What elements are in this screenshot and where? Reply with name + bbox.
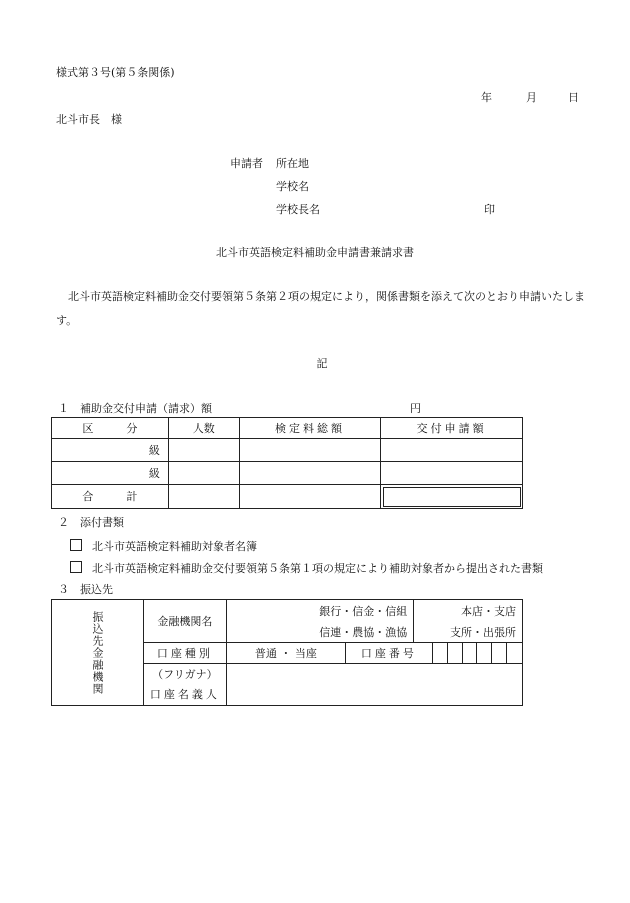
document-title: 北斗市英語検定料補助金申請書兼請求書 xyxy=(216,246,414,259)
branch-types-2: 支所・出張所 xyxy=(414,623,523,643)
header-request-amount: 交付申請額 xyxy=(381,418,523,439)
school-label: 学校名 xyxy=(276,180,309,193)
header-category: 区 分 xyxy=(52,418,169,439)
address-label: 所在地 xyxy=(276,157,309,170)
total-request-amount-cell[interactable] xyxy=(381,485,523,509)
table-row xyxy=(52,439,523,462)
account-type-value[interactable]: 普通 ・ 当座 xyxy=(226,643,345,664)
account-digit-cell[interactable] xyxy=(477,643,492,664)
date-year: 年 xyxy=(481,91,492,104)
branch-types-1: 本店・支店 xyxy=(414,600,523,623)
bank-types-1: 銀行・信金・信組 xyxy=(226,600,413,623)
attachment-item: 北斗市英語検定料補助対象者名簿 xyxy=(70,539,257,554)
checkbox[interactable] xyxy=(70,561,82,573)
account-type-label: 口座種別 xyxy=(144,643,227,664)
grade-label: 級 xyxy=(52,439,169,462)
count-cell[interactable] xyxy=(168,439,239,462)
account-digit-cell[interactable] xyxy=(507,643,523,664)
table-row xyxy=(52,462,523,485)
section2-heading: ２ 添付書類 xyxy=(58,516,124,529)
furigana-label: （フリガナ） xyxy=(144,664,227,685)
account-holder-cell[interactable] xyxy=(226,664,522,706)
account-digit-cell[interactable] xyxy=(447,643,462,664)
checkbox[interactable] xyxy=(70,539,82,551)
applicant-label: 申請者 xyxy=(230,157,263,170)
header-count: 人数 xyxy=(168,418,239,439)
account-holder-label: 口座名義人 xyxy=(144,685,227,706)
date-day: 日 xyxy=(568,91,579,104)
form-number: 様式第３号(第５条関係) xyxy=(56,66,175,79)
table-total-row xyxy=(52,485,523,509)
date-month: 月 xyxy=(526,91,537,104)
remittance-side-label: 振込先金融機関 xyxy=(52,600,144,706)
account-digit-cell[interactable] xyxy=(462,643,477,664)
grade-label: 級 xyxy=(52,462,169,485)
attachment-item: 北斗市英語検定料補助金交付要領第５条第１項の規定により補助対象者から提出された書類 xyxy=(70,561,543,576)
yen-label: 円 xyxy=(410,402,421,415)
total-label: 合 計 xyxy=(52,485,169,509)
amount-table xyxy=(51,417,523,509)
total-count-cell[interactable] xyxy=(168,485,239,509)
addressee: 北斗市長 様 xyxy=(56,113,122,126)
total-fee-sum-cell[interactable] xyxy=(239,485,381,509)
count-cell[interactable] xyxy=(168,462,239,485)
total-fee-cell[interactable] xyxy=(239,439,381,462)
bank-name-label: 金融機関名 xyxy=(144,600,227,643)
ki-label: 記 xyxy=(316,357,328,370)
body-text: 北斗市英語検定料補助金交付要領第５条第２項の規定により，関係書類を添えて次のとおり申請いたします。 xyxy=(56,290,585,327)
section1-heading: １ 補助金交付申請（請求）額 xyxy=(58,402,212,415)
request-amount-cell[interactable] xyxy=(381,462,523,485)
table-header-row xyxy=(52,418,523,439)
account-digit-cell[interactable] xyxy=(492,643,507,664)
account-number-label: 口座番号 xyxy=(345,643,432,664)
request-amount-cell[interactable] xyxy=(381,439,523,462)
account-digit-cell[interactable] xyxy=(432,643,447,664)
bank-table xyxy=(51,599,523,706)
seal-mark: 印 xyxy=(484,203,495,216)
section3-heading: ３ 振込先 xyxy=(58,583,113,596)
total-fee-cell[interactable] xyxy=(239,462,381,485)
principal-label: 学校長名 xyxy=(276,203,320,216)
bank-types-2: 信連・農協・漁協 xyxy=(226,623,413,643)
header-total-fee: 検定料総額 xyxy=(239,418,381,439)
